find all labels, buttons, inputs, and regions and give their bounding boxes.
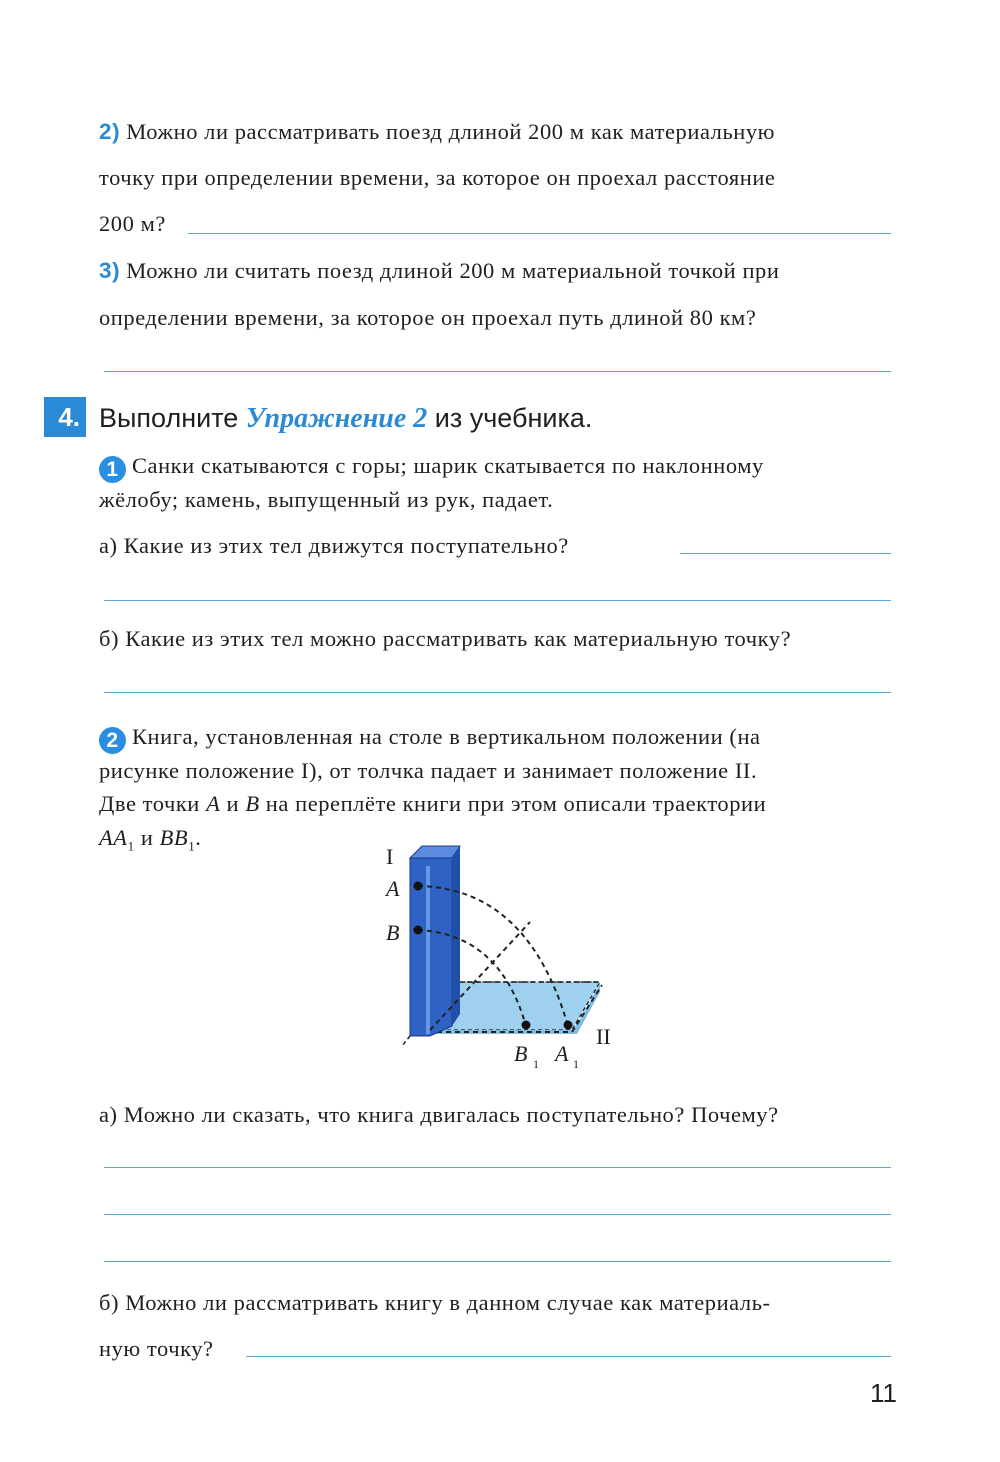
task-title-before: Выполните	[99, 403, 246, 433]
label-b1: B	[514, 1041, 528, 1066]
ex2-point-a: A	[206, 791, 221, 816]
ex1-line1	[99, 451, 905, 483]
ex2-question-a: а) Можно ли сказать, что книга двигалась поступательно? Почему?	[99, 1102, 779, 1127]
label-position-ii: II	[596, 1024, 611, 1049]
q3-line1	[99, 256, 905, 286]
ex2-period: .	[195, 825, 202, 850]
point-b1	[522, 1021, 531, 1030]
q2-line2: точку при определении времени, за которое он проехал расстояние	[99, 165, 776, 190]
point-a1	[564, 1021, 573, 1030]
ex1-bullet: 1	[99, 456, 126, 483]
task-title-after: из учебника.	[427, 403, 593, 433]
answer-line-ex2a-1[interactable]	[104, 1167, 891, 1168]
ex1-question-b: б) Какие из этих тел можно рассматривать как материальную точку?	[99, 626, 792, 651]
book-side-face	[452, 846, 460, 1026]
ex2-bullet: 2	[99, 727, 126, 754]
ex2-line1	[99, 722, 905, 754]
task-title	[99, 398, 592, 439]
answer-line-ex2b[interactable]	[246, 1356, 891, 1357]
answer-line-ex1a-1[interactable]	[680, 553, 891, 554]
ex2-traj1: AA	[99, 825, 128, 850]
ex2-question-b-line1: б) Можно ли рассматривать книгу в данном случае как материаль-	[99, 1290, 771, 1315]
ex2-line3-pre: Две точки	[99, 791, 207, 816]
q2-text-1: Можно ли рассматривать поезд длиной 200 м как материальную	[120, 119, 776, 144]
ex2-question-b-line2: ную точку?	[99, 1336, 214, 1361]
label-b1-sub: 1	[533, 1057, 539, 1071]
answer-line-ex2a-2[interactable]	[104, 1214, 891, 1215]
q3-line2: определении времени, за которое он проехал путь длиной 80 км?	[99, 305, 757, 330]
book-top-face	[410, 846, 460, 858]
pivot-axis-line	[402, 1036, 410, 1046]
point-a	[414, 882, 423, 891]
answer-line-ex2a-3[interactable]	[104, 1261, 891, 1262]
ex1-text-1: Санки скатываются с горы; шарик скатывается по наклонному	[132, 453, 764, 478]
ex1-question-a: а) Какие из этих тел движутся поступательно?	[99, 533, 569, 558]
ex2-traj2: BB	[159, 825, 189, 850]
label-a1-sub: 1	[573, 1057, 579, 1071]
q2-line3: 200 м?	[99, 211, 166, 236]
q3-text-1: Можно ли считать поезд длиной 200 м материальной точкой при	[120, 258, 780, 283]
ex2-line3	[99, 789, 905, 819]
answer-line-ex1b[interactable]	[104, 692, 891, 693]
answer-line-ex1a-2[interactable]	[104, 600, 891, 601]
ex2-and: и	[134, 825, 160, 850]
ex1-line2: жёлобу; камень, выпущенный из рук, падает.	[99, 487, 554, 512]
answer-line-q2[interactable]	[188, 233, 891, 234]
ex2-line3-post: на переплёте книги при этом описали траектории	[259, 791, 767, 816]
ex2-text-1: Книга, установленная на столе в вертикальном положении (на	[132, 724, 761, 749]
page-number: 11	[870, 1378, 897, 1408]
task-number-badge: 4.	[44, 397, 86, 437]
book-spine-highlight	[426, 866, 430, 1034]
q3-number: 3)	[99, 258, 121, 283]
q2-line1	[99, 117, 905, 147]
label-a1: A	[555, 1041, 569, 1066]
task-title-exercise: Упражнение 2	[245, 403, 428, 434]
book-figure	[370, 840, 630, 1080]
ex2-line2: рисунке положение I), от толчка падает и занимает положение II.	[99, 758, 758, 783]
label-position-i: I	[386, 844, 394, 869]
ex2-point-b: B	[245, 791, 260, 816]
label-b: B	[386, 920, 400, 945]
point-b	[414, 926, 423, 935]
ex2-line3-mid: и	[220, 791, 246, 816]
label-a: A	[386, 876, 400, 901]
q2-number: 2)	[99, 119, 121, 144]
ex2-traj2-sub: 1	[188, 838, 196, 854]
ex2-traj1-sub: 1	[127, 838, 135, 854]
answer-line-q3[interactable]	[104, 371, 891, 372]
